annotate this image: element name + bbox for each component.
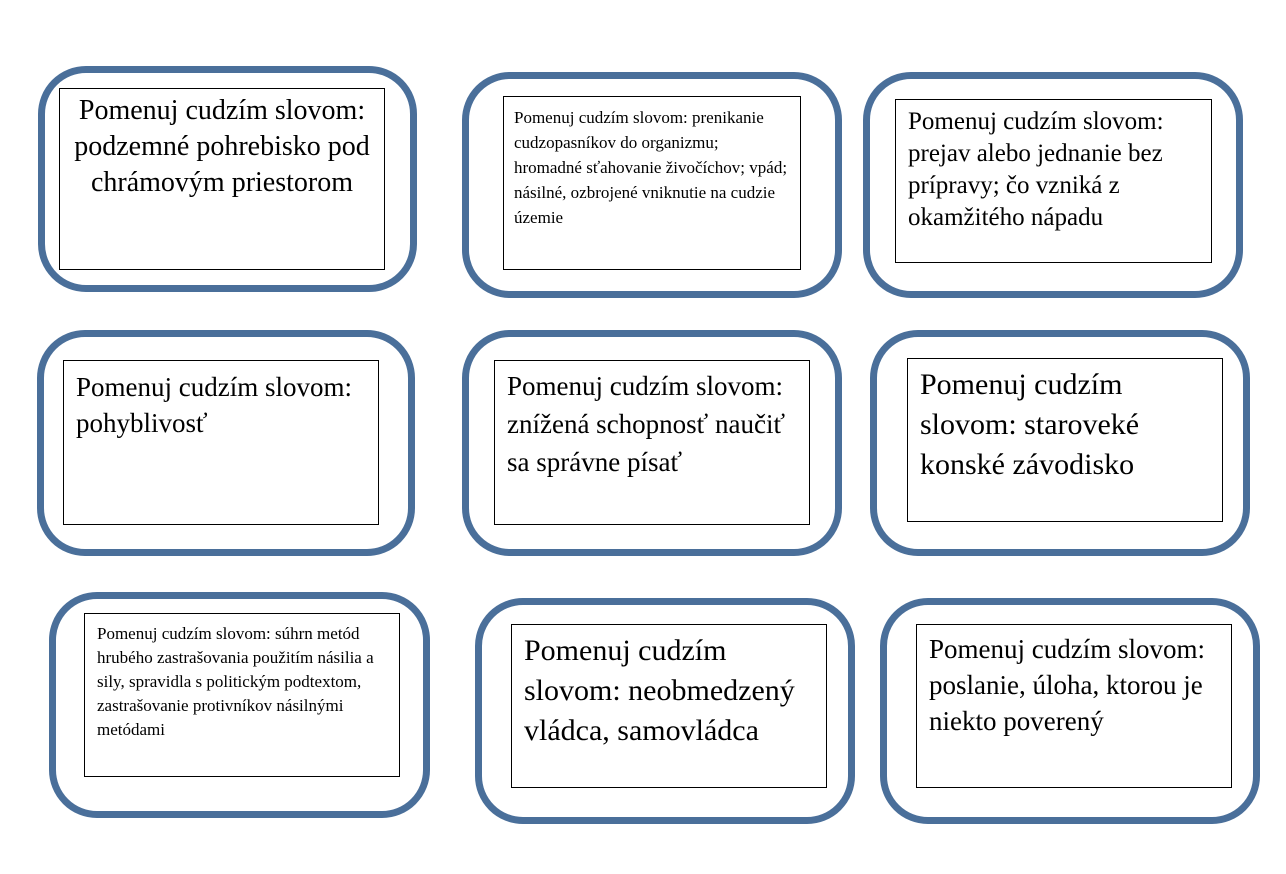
- card-7-text: Pomenuj cudzím slovom: súhrn metód hrubého zastrašovania použitím násilia a sily, spravidla s politickým podtextom, zastrašovanie protivníkov násilnými metódami: [84, 613, 400, 777]
- card-1-text: Pomenuj cudzím slovom: podzemné pohrebisko pod chrámovým priestorom: [59, 88, 385, 270]
- card-3-text: Pomenuj cudzím slovom: prejav alebo jednanie bez prípravy; čo vzniká z okamžitého nápadu: [895, 99, 1212, 263]
- card-2-text: Pomenuj cudzím slovom: prenikanie cudzopasníkov do organizmu; hromadné sťahovanie živočíchov; vpád; násilné, ozbrojené vniknutie na cudzie územie: [503, 96, 801, 270]
- card-4-text: Pomenuj cudzím slovom: pohyblivosť: [63, 360, 379, 525]
- card-6-text: Pomenuj cudzím slovom: staroveké konské závodisko: [907, 358, 1223, 522]
- card-9-text: Pomenuj cudzím slovom: poslanie, úloha, ktorou je niekto poverený: [916, 624, 1232, 788]
- card-5-text: Pomenuj cudzím slovom: znížená schopnosť naučiť sa správne písať: [494, 360, 810, 525]
- card-8-text: Pomenuj cudzím slovom: neobmedzený vládca, samovládca: [511, 624, 827, 788]
